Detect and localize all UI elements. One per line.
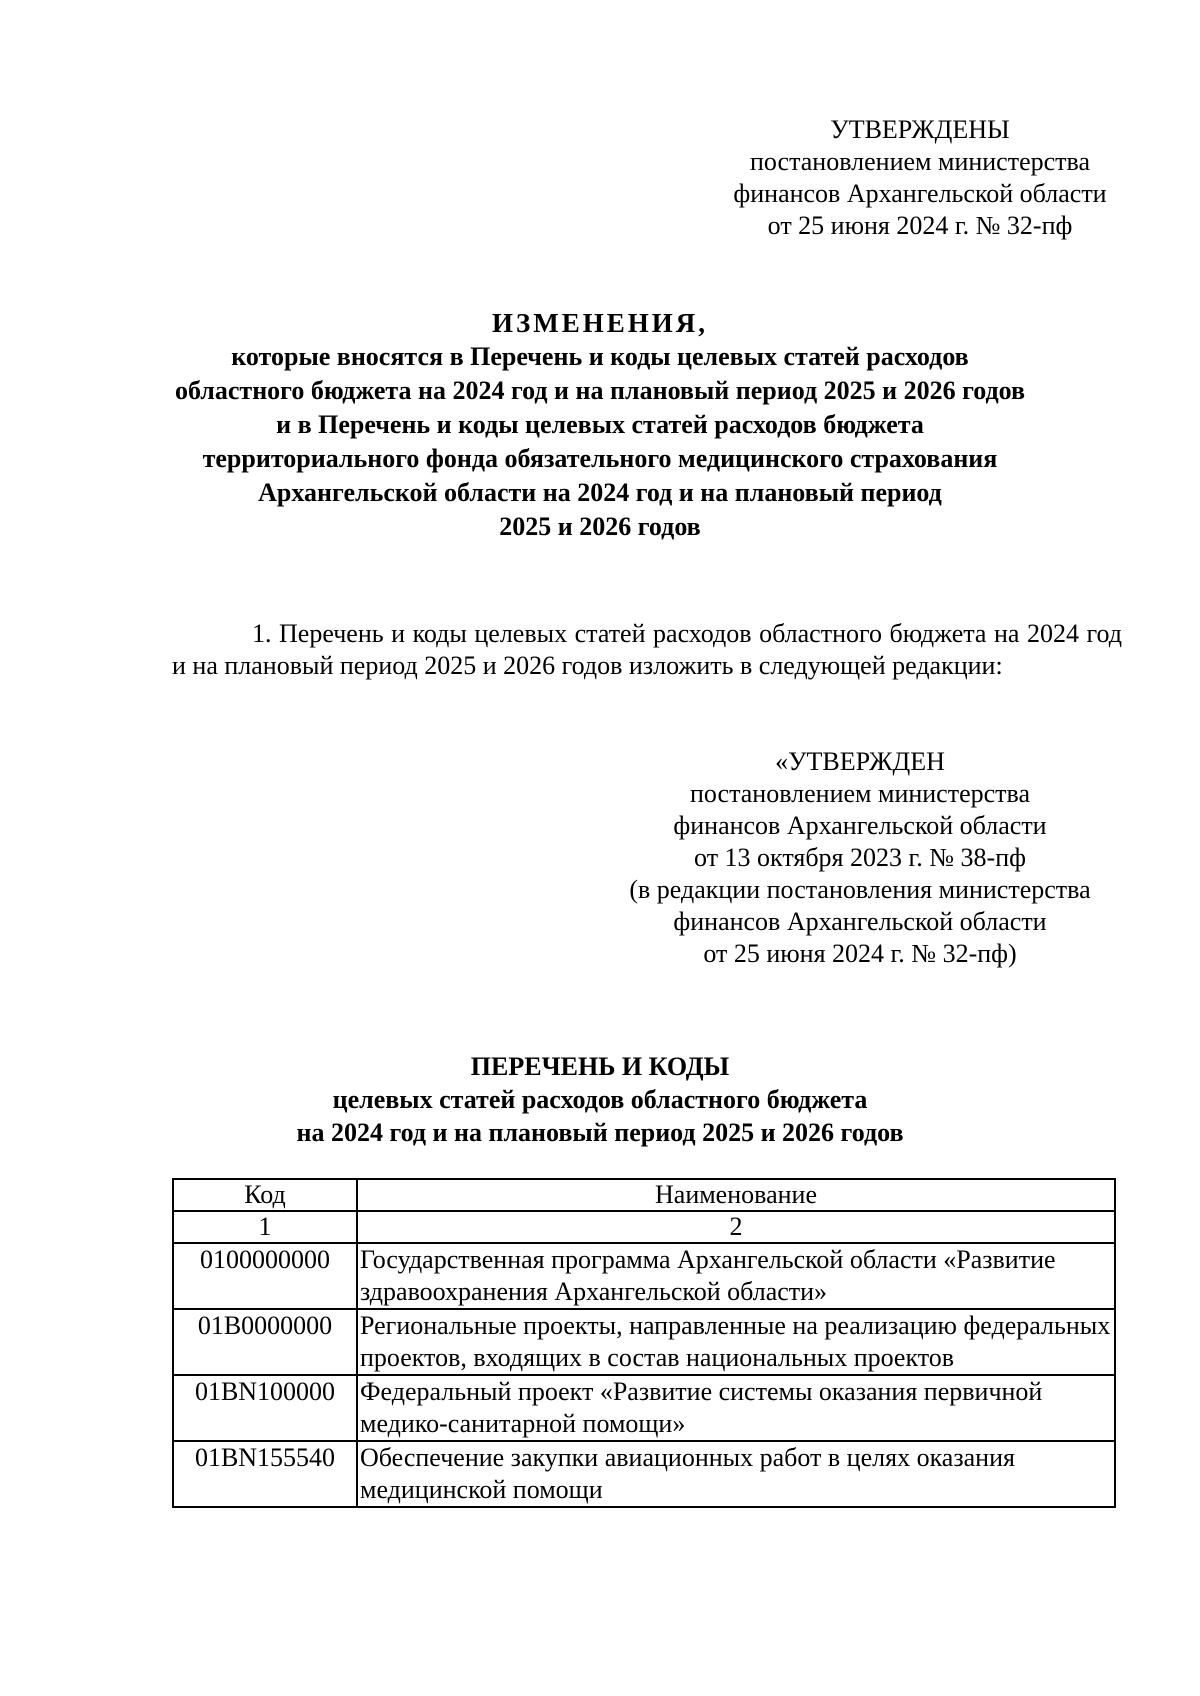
row-name: Региональные проекты, направленные на реализацию федеральных проектов, входящих в состав национальных проектов (357, 1309, 1115, 1375)
list-heading (100, 1050, 1100, 1149)
column-number: 1 (173, 1211, 357, 1243)
row-code: 01В0000000 (173, 1309, 357, 1375)
heading-line: территориального фонда обязательного медицинского страхования (202, 444, 998, 473)
approval-line: финансов Архангельской области (673, 907, 1047, 936)
approval-line: постановлением министерства (689, 779, 1031, 808)
heading-line: Архангельской области на 2024 год и на плановый период (258, 478, 942, 507)
table-numbering-row (173, 1211, 1115, 1243)
table-row (173, 1243, 1115, 1309)
header-code: Код (173, 1179, 357, 1211)
approval-line: финансов Архангельской области (673, 811, 1047, 840)
header-name: Наименование (357, 1179, 1115, 1211)
heading-line: 2025 и 2026 годов (499, 512, 701, 541)
approval-line: (в редакции постановления министерства (629, 875, 1091, 904)
heading-line: и в Перечень и коды целевых статей расходов бюджета (276, 410, 924, 439)
approval-line: от 25 июня 2024 г. № 32-пф (767, 211, 1073, 240)
approval-line: от 13 октября 2023 г. № 38-пф (694, 843, 1026, 872)
intro-section (172, 618, 1122, 682)
table-row (173, 1309, 1115, 1375)
row-name: Федеральный проект «Развитие системы оказания первичной медико-санитарной помощи» (357, 1375, 1115, 1441)
heading-line: целевых статей расходов областного бюджета (332, 1085, 868, 1114)
row-code: 01ВN155540 (173, 1441, 357, 1507)
column-number: 2 (357, 1211, 1115, 1243)
table-header-row (173, 1179, 1115, 1211)
heading-line: областного бюджета на 2024 год и на плановый период 2025 и 2026 годов (174, 376, 1026, 405)
changes-title: ИЗМЕНЕНИЯ, (491, 308, 708, 338)
approval-line: «УТВЕРЖДЕН (775, 747, 945, 776)
approval-line: от 25 июня 2024 г. № 32-пф) (703, 939, 1017, 968)
row-code: 0100000000 (173, 1243, 357, 1309)
heading-line: на 2024 год и на плановый период 2025 и 2026 годов (296, 1118, 904, 1147)
codes-table (172, 1178, 1116, 1508)
table-row (173, 1375, 1115, 1441)
approval-line: постановлением министерства (749, 147, 1091, 176)
approval-line: финансов Архангельской области (733, 179, 1107, 208)
table-row (173, 1441, 1115, 1507)
approval-stamp-top (720, 114, 1120, 242)
approval-title: УТВЕРЖДЕНЫ (830, 115, 1010, 144)
changes-heading (100, 306, 1100, 544)
row-name: Обеспечение закупки авиационных работ в целях оказания медицинской помощи (357, 1441, 1115, 1507)
intro-paragraph: 1. Перечень и коды целевых статей расходов областного бюджета на 2024 год и на плановый период 2025 и 2026 годов изложить в следующей редакции: (172, 619, 1122, 680)
approval-stamp-second (590, 746, 1130, 970)
row-code: 01ВN100000 (173, 1375, 357, 1441)
row-name: Государственная программа Архангельской области «Развитие здравоохранения Архангельской области» (357, 1243, 1115, 1309)
list-title: ПЕРЕЧЕНЬ И КОДЫ (470, 1052, 730, 1081)
heading-line: которые вносятся в Перечень и коды целевых статей расходов (231, 342, 969, 371)
